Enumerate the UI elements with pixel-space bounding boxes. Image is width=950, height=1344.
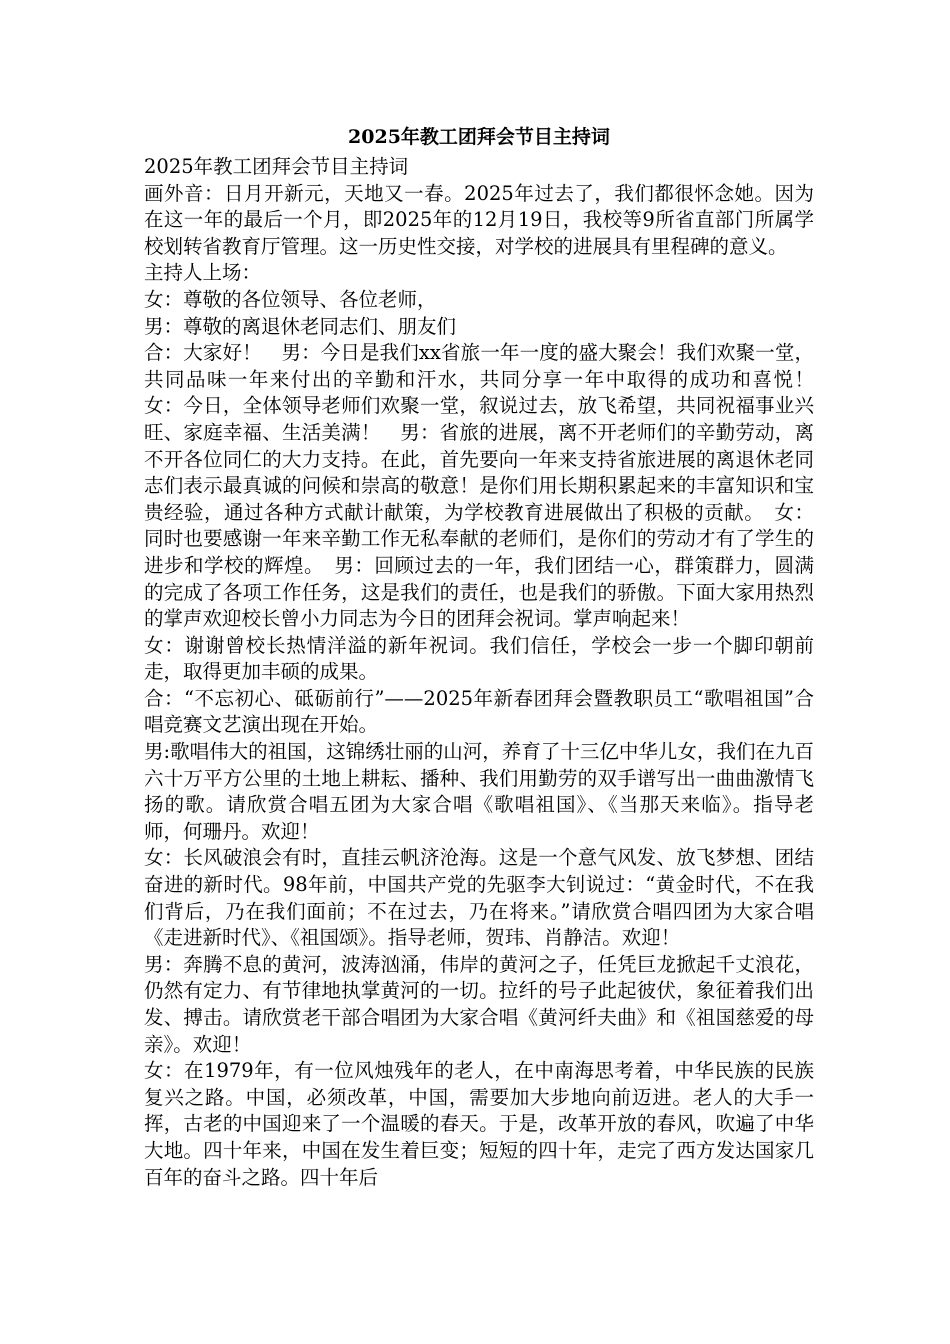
document-page <box>144 120 834 1191</box>
document-title: 2025年教工团拜会节目主持词 <box>348 126 610 148</box>
paragraph-male-choir-five: 男:歌唱伟大的祖国，这锦绣壮丽的山河，养育了十三亿中华儿女，我们在九百六十万平方公里的土地上耕耘、播种、我们用勤劳的双手谱写出一曲曲激情飞扬的歌。请欣赏合唱五团为大家合唱《歌唱祖国》、《当那天来临》。指导老师，何珊丹。欢迎！ <box>144 740 814 843</box>
subtitle-line: 2025年教工团拜会节目主持词 <box>144 155 409 178</box>
paragraph-female-thanks: 女：谢谢曾校长热情洋溢的新年祝词。我们信任，学校会一步一个脚印朝前走，取得更加丰硕的成果。 <box>144 633 814 684</box>
paragraph-hosts-enter: 主持人上场： <box>144 261 262 285</box>
paragraph-male-greeting: 男：尊敬的离退休老同志们、朋友们 <box>144 314 457 338</box>
paragraph-female-greeting: 女：尊敬的各位领导、各位老师， <box>144 287 437 311</box>
paragraph-joint-opening: 合：大家好！ 男：今日是我们xx省旅一年一度的盛大聚会！我们欢聚一堂，共同品味一年来付出的辛勤和汗水，共同分享一年中取得的成功和喜悦！ 女：今日，全体领导老师们欢聚一堂，叙说过去，放飞希望，共同祝福事业兴旺、家庭幸福、生活美满！ 男：省旅的进展，离不开老师们的辛勤劳动，离不开各位同仁的大力支持。在此，首先要向一年来支持省旅进展的离退休老同志们表示最真诚的问候和崇高的敬意！是你们用长期积累起来的丰富知识和宝贵经验，通过各种方式献计献策，为学校教育进展做出了积极的贡献。 女：同时也要感谢一年来辛勤工作无私奉献的老师们，是你们的劳动才有了学生的进步和学校的辉煌。 男：回顾过去的一年，我们团结一心，群策群力，圆满的完成了各项工作任务，这是我们的责任，也是我们的骄傲。下面大家用热烈的掌声欢迎校长曾小力同志为今日的团拜会祝词。掌声响起来！ <box>144 341 834 631</box>
paragraph-female-reform: 女：在1979年，有一位风烛残年的老人，在中南海思考着，中华民族的民族复兴之路。中国，必须改革，中国，需要加大步地向前迈进。老人的大手一挥，古老的中国迎来了一个温暖的春天。于是，改革开放的春风，吹遍了中华大地。四十年来，中国在发生着巨变；短短的四十年，走完了西方发达国家几百年的奋斗之路。四十年后 <box>144 1059 814 1189</box>
paragraph-joint-start: 合：“不忘初心、砥砺前行”——2025年新春团拜会暨教职员工“歌唱祖国”合唱竞赛文艺演出现在开始。 <box>144 686 814 737</box>
paragraph-voiceover: 画外音：日月开新元，天地又一春。2025年过去了，我们都很怀念她。因为在这一年的最后一个月，即2025年的12月19日，我校等9所省直部门所属学校划转省教育厅管理。这一历史性交接，对学校的进展具有里程碑的意义。 <box>144 181 814 258</box>
paragraph-male-veteran-choir: 男：奔腾不息的黄河，波涛汹涌，伟岸的黄河之子，任凭巨龙掀起千丈浪花，仍然有定力、有节律地执掌黄河的一切。拉纤的号子此起彼伏，象征着我们出发、搏击。请欣赏老干部合唱团为大家合唱《黄河纤夫曲》和《祖国慈爱的母亲》。欢迎！ <box>144 952 814 1056</box>
paragraph-female-choir-four: 女：长风破浪会有时，直挂云帆济沧海。这是一个意气风发、放飞梦想、团结奋进的新时代。98年前，中国共产党的先驱李大钊说过：“黄金时代，不在我们背后，乃在我们面前；不在过去，乃在将来。”请欣赏合唱四团为大家合唱《走进新时代》、《祖国颂》。指导老师，贺玮、肖静洁。欢迎！ <box>144 846 814 950</box>
